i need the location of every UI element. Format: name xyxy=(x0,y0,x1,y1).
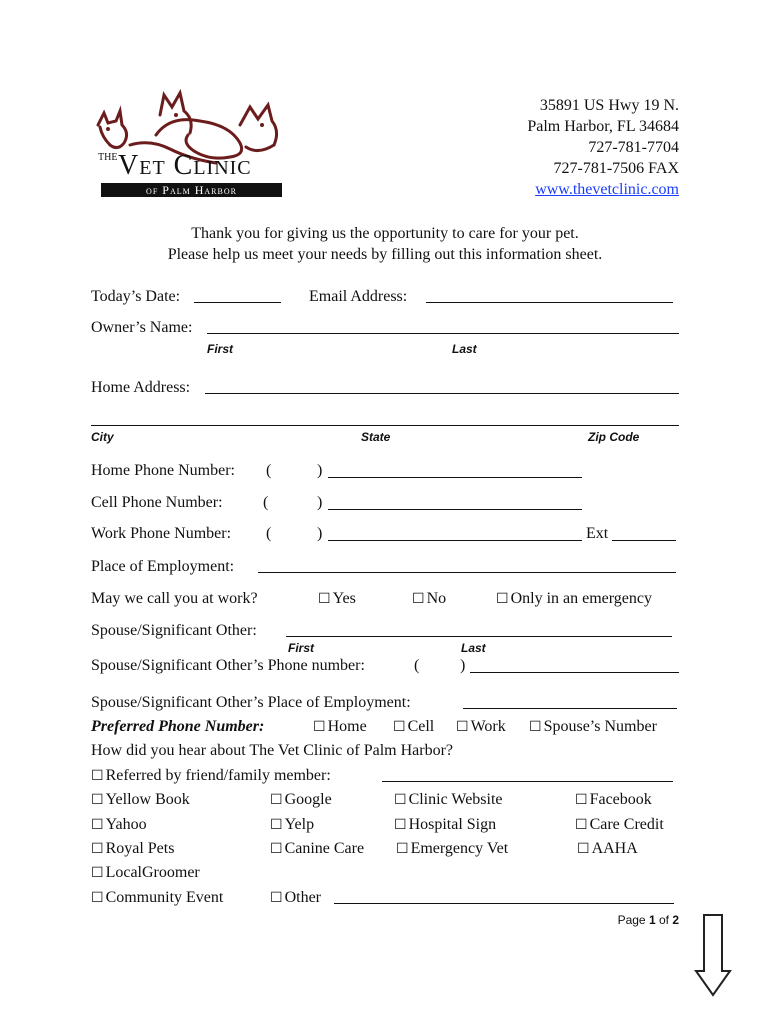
pref-work-label: Work xyxy=(470,718,506,735)
address-fax: 727-781-7506 FAX xyxy=(553,160,679,177)
employment-field[interactable] xyxy=(258,572,676,573)
yes-checkbox[interactable]: ☐ xyxy=(318,591,331,607)
source-yahoo[interactable] xyxy=(91,815,147,835)
royal-pets-label: Royal Pets xyxy=(105,840,175,857)
community-event-label: Community Event xyxy=(105,889,224,906)
owner-name-label: Owner’s Name: xyxy=(91,319,193,336)
page-indicator xyxy=(618,913,679,927)
source-royal-pets[interactable] xyxy=(91,839,174,859)
emergency-vet-label: Emergency Vet xyxy=(410,840,509,857)
work-phone-paren-close: ) xyxy=(317,525,323,542)
intro-line-1: Thank you for giving us the opportunity to care for your pet. xyxy=(191,225,579,242)
yahoo-label: Yahoo xyxy=(105,816,147,833)
source-local-groomer[interactable] xyxy=(91,863,200,883)
home-phone-field[interactable] xyxy=(328,477,582,478)
owner-last-caption: Last xyxy=(452,342,477,356)
spouse-employment-label: Spouse/Significant Other’s Place of Employment: xyxy=(91,694,411,711)
other-checkbox[interactable]: ☐ xyxy=(270,890,283,906)
todays-date-label: Today’s Date: xyxy=(91,288,181,305)
pref-cell-option[interactable] xyxy=(393,717,434,737)
yellow-book-label: Yellow Book xyxy=(105,791,190,808)
cell-phone-field[interactable] xyxy=(328,509,582,510)
pref-home-checkbox[interactable]: ☐ xyxy=(313,719,326,735)
spouse-phone-paren-close: ) xyxy=(460,657,466,674)
source-facebook[interactable] xyxy=(575,790,652,810)
pref-spouse-checkbox[interactable]: ☐ xyxy=(529,719,542,735)
referred-field[interactable] xyxy=(382,781,673,782)
source-yelp[interactable] xyxy=(270,815,314,835)
email-label: Email Address: xyxy=(309,288,408,305)
source-canine-care[interactable] xyxy=(270,839,364,859)
pref-home-option[interactable] xyxy=(313,717,367,737)
emergency-label: Only in an emergency xyxy=(510,590,652,607)
home-address-field-2[interactable] xyxy=(91,425,679,426)
address-phone: 727-781-7704 xyxy=(588,139,679,156)
logo-name: Vet Clinic xyxy=(118,150,252,181)
pref-cell-label: Cell xyxy=(407,718,435,735)
call-no-option[interactable] xyxy=(412,589,446,609)
referred-option[interactable] xyxy=(91,766,331,786)
work-phone-label: Work Phone Number: xyxy=(91,525,232,542)
home-phone-paren-close: ) xyxy=(317,462,323,479)
yes-label: Yes xyxy=(332,590,356,607)
state-caption: State xyxy=(361,430,391,444)
care-credit-label: Care Credit xyxy=(589,816,664,833)
preferred-phone-label: Preferred Phone Number: xyxy=(91,718,265,735)
no-label: No xyxy=(426,590,447,607)
community-event-checkbox[interactable]: ☐ xyxy=(91,890,104,906)
ext-field[interactable] xyxy=(612,540,676,541)
page-number: 1 xyxy=(648,913,656,927)
other-label: Other xyxy=(284,889,321,906)
email-field[interactable] xyxy=(426,302,673,303)
yahoo-checkbox[interactable]: ☐ xyxy=(91,817,104,833)
call-at-work-label: May we call you at work? xyxy=(91,590,258,607)
spouse-employment-field[interactable] xyxy=(463,708,677,709)
down-arrow-icon xyxy=(694,913,732,997)
pref-home-label: Home xyxy=(327,718,367,735)
referred-checkbox[interactable]: ☐ xyxy=(91,768,104,784)
logo-band xyxy=(101,183,282,197)
employment-label: Place of Employment: xyxy=(91,558,235,575)
hear-about-label: How did you hear about The Vet Clinic of Palm Harbor? xyxy=(91,742,453,759)
logo-the: THE xyxy=(98,152,118,163)
cell-phone-label: Cell Phone Number: xyxy=(91,494,223,511)
canine-care-checkbox[interactable]: ☐ xyxy=(270,841,283,857)
owner-first-caption: First xyxy=(207,342,234,356)
address-city: Palm Harbor, FL 34684 xyxy=(527,118,679,135)
aaha-label: AAHA xyxy=(591,840,638,857)
local-groomer-label: LocalGroomer xyxy=(105,864,200,881)
source-hospital-sign[interactable] xyxy=(394,815,496,835)
yelp-label: Yelp xyxy=(284,816,315,833)
call-yes-option[interactable] xyxy=(318,589,356,609)
canine-care-label: Canine Care xyxy=(284,840,365,857)
google-label: Google xyxy=(284,791,332,808)
zip-caption: Zip Code xyxy=(588,430,640,444)
spouse-phone-label: Spouse/Significant Other’s Phone number: xyxy=(91,657,365,674)
call-emergency-option[interactable] xyxy=(496,589,652,609)
clinic-website-checkbox[interactable]: ☐ xyxy=(394,792,407,808)
home-phone-label: Home Phone Number: xyxy=(91,462,235,479)
page-prefix: Page xyxy=(617,913,649,927)
source-community-event[interactable] xyxy=(91,888,223,908)
source-other[interactable] xyxy=(270,888,321,908)
spouse-first-caption: First xyxy=(288,641,315,655)
city-caption: City xyxy=(91,430,114,444)
care-credit-checkbox[interactable]: ☐ xyxy=(575,817,588,833)
google-checkbox[interactable]: ☐ xyxy=(270,792,283,808)
home-phone-paren-open: ( xyxy=(266,462,272,479)
source-google[interactable] xyxy=(270,790,332,810)
aaha-checkbox[interactable]: ☐ xyxy=(577,841,590,857)
clinic-website-label: Clinic Website xyxy=(408,791,503,808)
todays-date-field[interactable] xyxy=(194,302,281,303)
facebook-checkbox[interactable]: ☐ xyxy=(575,792,588,808)
emergency-checkbox[interactable]: ☐ xyxy=(496,591,509,607)
page-total: 2 xyxy=(672,913,679,927)
source-aaha[interactable] xyxy=(577,839,638,859)
page-of: of xyxy=(655,913,673,927)
work-phone-paren-open: ( xyxy=(266,525,272,542)
other-field[interactable] xyxy=(334,903,674,904)
pref-cell-checkbox[interactable]: ☐ xyxy=(393,719,406,735)
emergency-vet-checkbox[interactable]: ☐ xyxy=(396,841,409,857)
cell-phone-paren-open: ( xyxy=(263,494,269,511)
yellow-book-checkbox[interactable]: ☐ xyxy=(91,792,104,808)
cell-phone-paren-close: ) xyxy=(317,494,323,511)
spouse-phone-field[interactable] xyxy=(470,672,679,673)
royal-pets-checkbox[interactable]: ☐ xyxy=(91,841,104,857)
address-street: 35891 US Hwy 19 N. xyxy=(539,97,679,114)
home-address-field[interactable] xyxy=(205,393,679,394)
facebook-label: Facebook xyxy=(589,791,652,808)
spouse-last-caption: Last xyxy=(461,641,486,655)
spouse-phone-paren-open: ( xyxy=(414,657,420,674)
source-clinic-website[interactable] xyxy=(394,790,503,810)
spouse-label: Spouse/Significant Other: xyxy=(91,622,257,639)
local-groomer-checkbox[interactable]: ☐ xyxy=(91,865,104,881)
source-care-credit[interactable] xyxy=(575,815,664,835)
intro-line-2: Please help us meet your needs by filling out this information sheet. xyxy=(167,246,603,263)
hospital-sign-checkbox[interactable]: ☐ xyxy=(394,817,407,833)
logo-subtitle: of Palm Harbor xyxy=(146,183,237,197)
pref-spouse-option[interactable] xyxy=(529,717,657,737)
pref-spouse-label: Spouse’s Number xyxy=(543,718,657,735)
source-emergency-vet[interactable] xyxy=(396,839,508,859)
owner-name-field[interactable] xyxy=(207,333,679,334)
spouse-field[interactable] xyxy=(286,636,672,637)
website-link[interactable]: www.thevetclinic.com xyxy=(535,181,679,198)
pref-work-option[interactable] xyxy=(456,717,506,737)
yelp-checkbox[interactable]: ☐ xyxy=(270,817,283,833)
referred-label: Referred by friend/family member: xyxy=(105,767,331,784)
home-address-label: Home Address: xyxy=(91,379,191,396)
no-checkbox[interactable]: ☐ xyxy=(412,591,425,607)
ext-label: Ext xyxy=(586,525,609,542)
work-phone-field[interactable] xyxy=(328,540,582,541)
source-yellow-book[interactable] xyxy=(91,790,190,810)
pref-work-checkbox[interactable]: ☐ xyxy=(456,719,469,735)
hospital-sign-label: Hospital Sign xyxy=(408,816,497,833)
